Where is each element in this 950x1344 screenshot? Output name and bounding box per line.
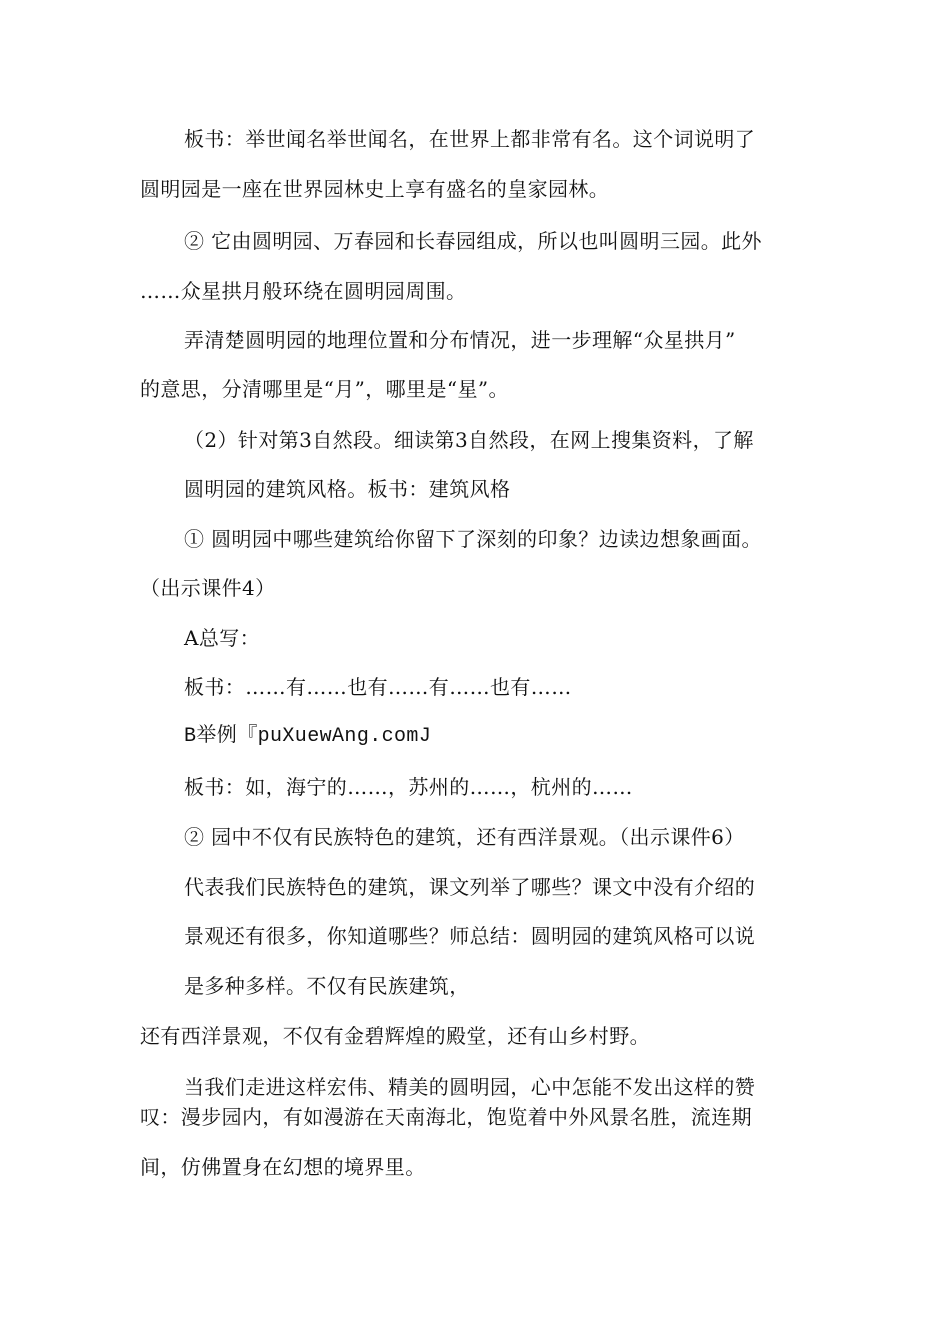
paragraph-line-11: A总写： [184,626,261,650]
paragraph-line-12: 板书：……有……也有……有……也有…… [184,675,572,699]
paragraph-line-16: 代表我们民族特色的建筑，课文列举了哪些？课文中没有介绍的 [184,875,756,899]
paragraph-line-2: 圆明园是一座在世界园林史上享有盛名的皇家园林。 [140,177,610,201]
paragraph-line-3: ② 它由圆明园、万春园和长春园组成，所以也叫圆明三园。此外 [184,229,762,253]
paragraph-line-10: （出示课件4） [140,576,276,600]
paragraph-line-19: 还有西洋景观，不仅有金碧辉煌的殿堂，还有山乡村野。 [140,1024,650,1048]
paragraph-line-7: （2）针对第3自然段。细读第3自然段，在网上搜集资料，了解 [184,428,754,452]
paragraph-line-14: 板书：如，海宁的……，苏州的……，杭州的…… [184,775,633,799]
paragraph-line-22: 间，仿佛置身在幻想的境界里。 [140,1155,426,1179]
paragraph-line-9: ① 圆明园中哪些建筑给你留下了深刻的印象？边读边想象画面。 [184,527,762,551]
paragraph-line-21: 叹：漫步园内，有如漫游在天南海北，饱览着中外风景名胜，流连期 [140,1105,752,1129]
paragraph-line-6: 的意思，分清哪里是“月”，哪里是“星”。 [140,377,509,401]
paragraph-line-15: ② 园中不仅有民族特色的建筑，还有西洋景观。（出示课件6） [184,825,745,849]
paragraph-line-1: 板书：举世闻名举世闻名，在世界上都非常有名。这个词说明了 [184,127,756,151]
paragraph-line-17: 景观还有很多，你知道哪些？师总结：圆明园的建筑风格可以说 [184,924,756,948]
paragraph-line-4: ……众星拱月般环绕在圆明园周围。 [140,279,467,303]
paragraph-line-5: 弄清楚圆明园的地理位置和分布情况，进一步理解“众星拱月” [184,328,736,352]
paragraph-line-18: 是多种多样。不仅有民族建筑， [184,974,470,998]
paragraph-line-20: 当我们走进这样宏伟、精美的圆明园，心中怎能不发出这样的赞 [184,1075,756,1099]
paragraph-line-13: B举例『puXuewAng.comJ [184,725,432,748]
paragraph-line-8: 圆明园的建筑风格。板书：建筑风格 [184,477,511,501]
